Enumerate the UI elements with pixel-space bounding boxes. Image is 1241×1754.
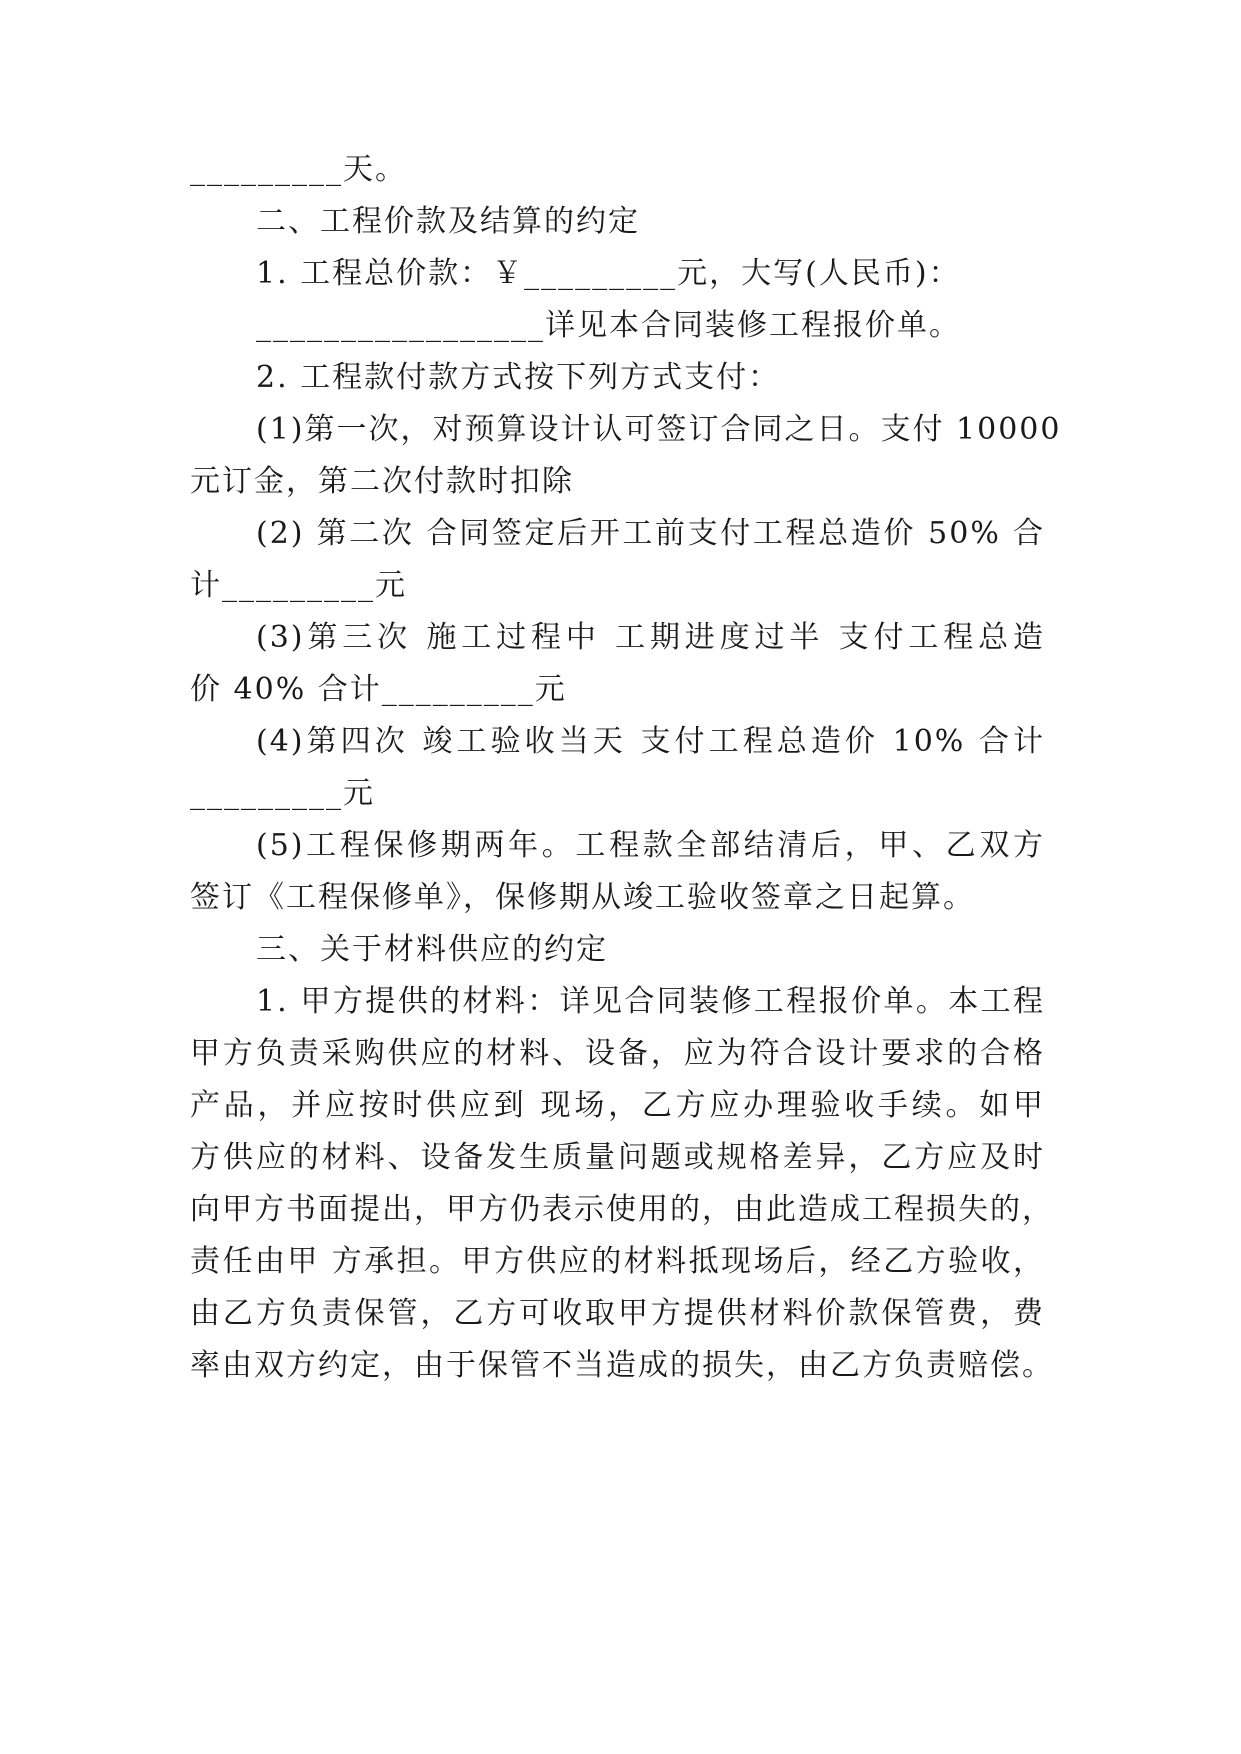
text-line: 向甲方书面提出，甲方仍表示使用的，由此造成工程损失的， bbox=[190, 1192, 1054, 1227]
text-line: (2) 第二次 合同签定后开工前支付工程总造价 50% 合 bbox=[256, 516, 1045, 551]
text-line: 方供应的材料、设备发生质量问题或规格差异，乙方应及时 bbox=[190, 1140, 1045, 1175]
text-line: (3)第三次 施工过程中 工期进度过半 支付工程总造 bbox=[256, 620, 1045, 655]
text-line: 价 40% 合计_________元 bbox=[190, 672, 567, 707]
text-line: 元订金，第二次付款时扣除 bbox=[190, 464, 574, 499]
text-line: (4)第四次 竣工验收当天 支付工程总造价 10% 合计 bbox=[256, 724, 1045, 759]
text-line: 率由双方约定，由于保管不当造成的损失，由乙方负责赔偿。 bbox=[190, 1348, 1054, 1383]
text-line: _________元 bbox=[190, 776, 375, 811]
text-line: _________________详见本合同装修工程报价单。 bbox=[256, 308, 961, 343]
text-line: 责任由甲 方承担。甲方供应的材料抵现场后，经乙方验收， bbox=[190, 1244, 1045, 1279]
text-line: (5)工程保修期两年。工程款全部结清后，甲、乙双方 bbox=[256, 828, 1045, 863]
text-line: 1. 工程总价款：￥_________元，大写(人民币)： bbox=[256, 256, 961, 291]
text-line: _________天。 bbox=[190, 152, 407, 187]
text-line: (1)第一次，对预算设计认可签订合同之日。支付 10000 bbox=[256, 412, 1062, 447]
text-line: 产品，并应按时供应到 现场，乙方应办理验收手续。如甲 bbox=[190, 1088, 1045, 1123]
section-heading: 二、工程价款及结算的约定 bbox=[256, 204, 640, 239]
text-line: 1. 甲方提供的材料：详见合同装修工程报价单。本工程 bbox=[256, 984, 1045, 1019]
text-line: 签订《工程保修单》，保修期从竣工验收签章之日起算。 bbox=[190, 880, 975, 915]
text-line: 甲方负责采购供应的材料、设备，应为符合设计要求的合格 bbox=[190, 1036, 1045, 1071]
text-line: 2. 工程款付款方式按下列方式支付： bbox=[256, 360, 781, 395]
section-heading: 三、关于材料供应的约定 bbox=[256, 932, 608, 967]
text-line: 计_________元 bbox=[190, 568, 407, 603]
text-line: 由乙方负责保管，乙方可收取甲方提供材料价款保管费，费 bbox=[190, 1296, 1045, 1331]
